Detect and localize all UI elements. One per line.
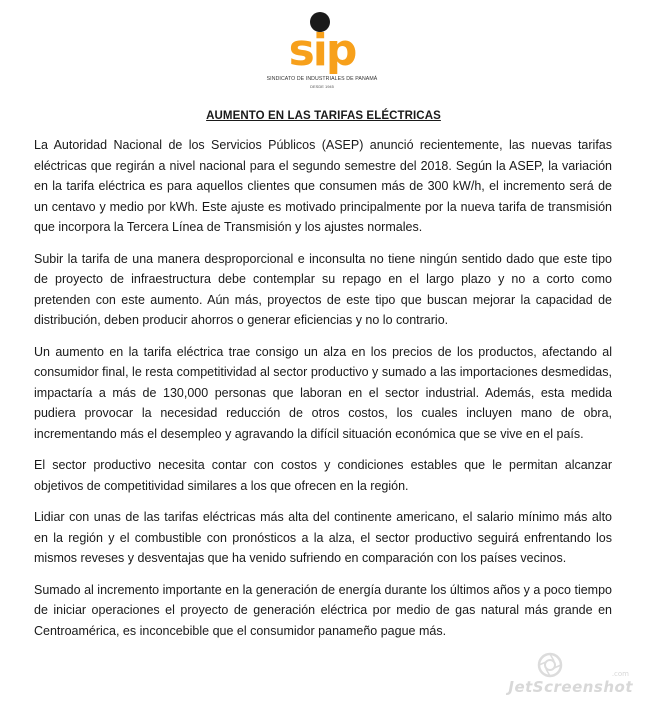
logo-since: DESDE 1945 [310, 84, 334, 89]
paragraph: El sector productivo necesita contar con costos y condiciones estables que le permitan alcanzar objetivos de competitividad similares a los que ofrecen en la región. [34, 458, 612, 493]
sip-logo [262, 10, 382, 100]
paragraph: La Autoridad Nacional de los Servicios Públicos (ASEP) anunció recientemente, las nuevas tarifas eléctricas que regirán a nivel nacional para el segundo semestre del 2018. Según la ASEP, la variación en la tarifa eléctrica es para aquellos clientes que consumen más de 300 kW/h, el incremento será de un centavo y medio por kWh. Este ajuste es motivado principalmente por la nueva tarifa de transmisión que incorpora la Tercera Línea de Transmisión y los ajustes normales. [34, 138, 612, 234]
logo-subtitle: SINDICATO DE INDUSTRIALES DE PANAMÁ [266, 76, 378, 82]
watermark [503, 656, 633, 696]
camera-aperture-icon [537, 652, 563, 678]
paragraph: Un aumento en la tarifa eléctrica trae consigo un alza en los precios de los productos, afectando al consumidor final, le resta competitividad al sector productivo y sumado a las importaciones desmedidas, impactaría a más de 130,000 personas que laboran en el sector industrial. Además, esta medida pudiera provocar la necesidad reducción de otros costos, los cuales incluyen mano de obra, incrementando más el desempleo y agravando la difícil situación económica que se vive en el país. [34, 344, 612, 441]
document-body [34, 135, 612, 652]
watermark-text: JetScreenshot [508, 678, 633, 696]
watermark-suffix: .com [611, 670, 629, 678]
logo-wordmark: sip [288, 25, 356, 76]
document-title: AUMENTO EN LAS TARIFAS ELÉCTRICAS [206, 110, 441, 122]
paragraph: Lidiar con unas de las tarifas eléctricas más alta del continente americano, el salario mínimo más alto en la región y el combustible con pronósticos a la alza, el sector productivo seguirá enfrentando los mismos reveses y desventajas que ha venido sufriendo en comparación con los países vecinos. [34, 510, 612, 565]
paragraph: Sumado al incremento importante en la generación de energía durante los últimos años y a poco tiempo de iniciar operaciones el proyecto de generación eléctrica por medio de gas natural más grande en Centroamérica, es inconcebible que el consumidor panameño pague más. [34, 582, 612, 638]
sip-logo-mark [262, 10, 382, 76]
paragraph: Subir la tarifa de una manera desproporcional e inconsulta no tiene ningún sentido dado que este tipo de proyecto de infraestructura debe contemplar su repago en el largo plazo y no a corto como pretenden con este aumento. Aún más, proyectos de este tipo que buscan mejorar la capacidad de distribución, deben producir ahorros o generar eficiencias y no lo contrario. [34, 251, 612, 327]
